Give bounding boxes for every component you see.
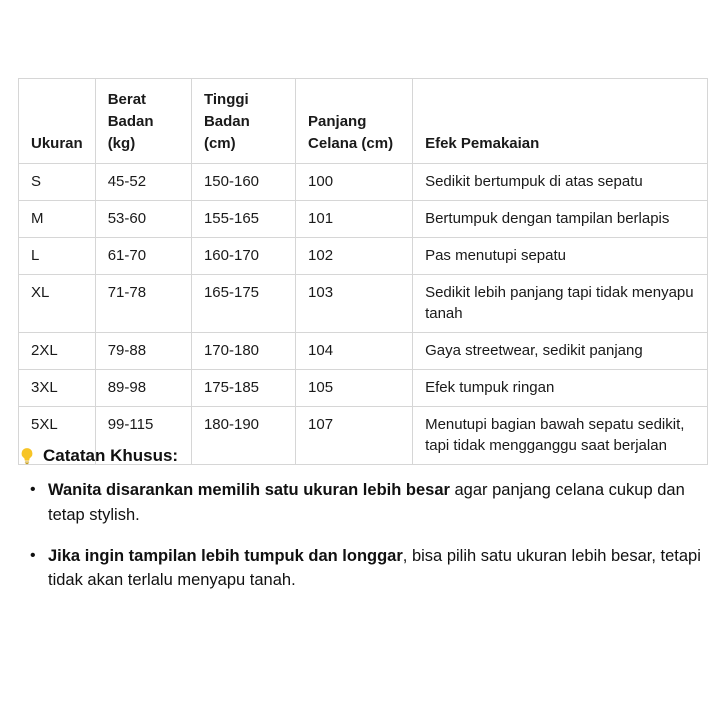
cell-size: XL [19,274,96,333]
cell-weight: 53-60 [95,201,191,238]
cell-effect: Pas menutupi sepatu [413,237,708,274]
note-item [48,544,710,594]
notes-section [18,446,710,609]
table-row [19,201,708,238]
cell-length: 105 [296,369,413,406]
cell-size: 5XL [19,406,96,465]
cell-length: 103 [296,274,413,333]
note-item-rest-text: agar panjang celana cukup dan tetap stylish. [48,481,685,524]
cell-height: 155-165 [191,201,295,238]
cell-height: 175-185 [191,369,295,406]
table-row [19,333,708,370]
cell-weight: 99-115 [95,406,191,465]
size-chart-table [18,78,708,465]
cell-weight: 61-70 [95,237,191,274]
header-efek-pemakaian: Efek Pemakaian [413,79,708,164]
cell-size: 2XL [19,333,96,370]
header-panjang-celana: Panjang Celana (cm) [296,79,413,164]
cell-length: 107 [296,406,413,465]
cell-weight: 79-88 [95,333,191,370]
table-row [19,237,708,274]
notes-title-row [18,446,710,466]
note-list [18,478,710,593]
cell-weight: 89-98 [95,369,191,406]
cell-size: S [19,164,96,201]
header-berat-badan: Berat Badan (kg) [95,79,191,164]
cell-length: 104 [296,333,413,370]
note-item [48,478,710,528]
cell-effect: Gaya streetwear, sedikit panjang [413,333,708,370]
cell-height: 170-180 [191,333,295,370]
table-row [19,369,708,406]
cell-height: 180-190 [191,406,295,465]
lightbulb-icon [18,447,36,465]
table-row [19,274,708,333]
cell-effect: Bertumpuk dengan tampilan berlapis [413,201,708,238]
cell-size: L [19,237,96,274]
cell-length: 100 [296,164,413,201]
header-ukuran: Ukuran [19,79,96,164]
notes-title: Catatan Khusus: [43,446,179,465]
cell-weight: 71-78 [95,274,191,333]
table-row [19,164,708,201]
cell-length: 101 [296,201,413,238]
cell-weight: 45-52 [95,164,191,201]
note-item-rest-text: , bisa pilih satu ukuran lebih besar, tetapi tidak akan terlalu menyapu tanah. [48,546,701,590]
cell-height: 150-160 [191,164,295,201]
cell-effect: Efek tumpuk ringan [413,369,708,406]
cell-size: 3XL [19,369,96,406]
note-item-bold-text: Wanita disarankan memilih satu ukuran lebih besar [48,481,450,499]
size-chart-container [18,78,708,465]
cell-height: 165-175 [191,274,295,333]
cell-effect: Sedikit bertumpuk di atas sepatu [413,164,708,201]
cell-length: 102 [296,237,413,274]
cell-height: 160-170 [191,237,295,274]
note-item-bold-text: Jika ingin tampilan lebih tumpuk dan longgar [48,546,403,565]
cell-effect: Sedikit lebih panjang tapi tidak menyapu tanah [413,274,708,333]
header-tinggi-badan: Tinggi Badan (cm) [191,79,295,164]
cell-effect: Menutupi bagian bawah sepatu sedikit, tapi tidak mengganggu saat berjalan [413,406,708,465]
cell-size: M [19,201,96,238]
table-header-row [19,79,708,164]
